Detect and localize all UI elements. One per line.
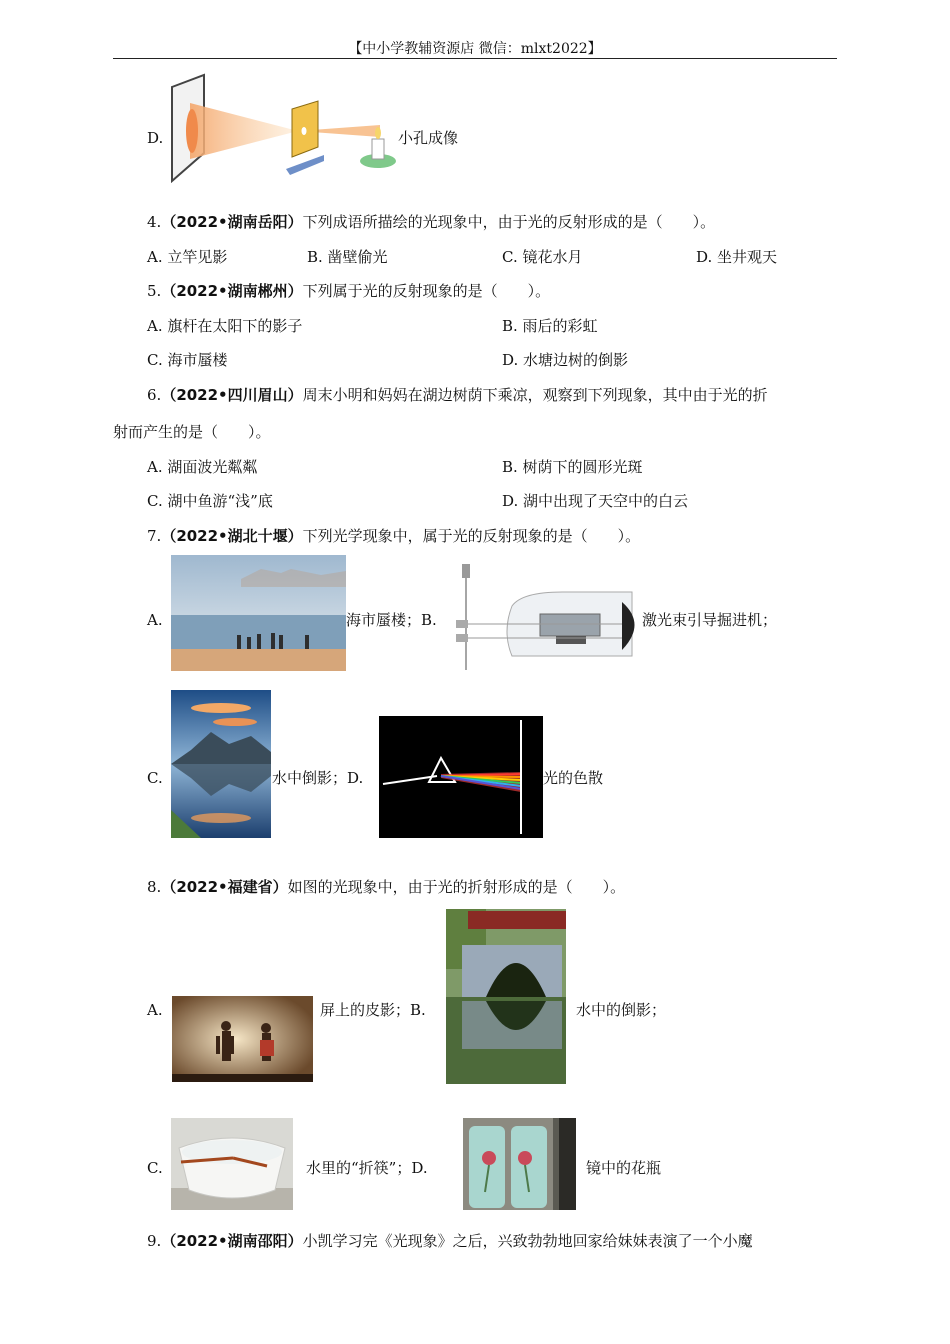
q5-option-c: C. 海市蜃楼 — [147, 351, 228, 369]
q8-option-a-label: A. — [147, 1001, 163, 1019]
q6-option-c: C. 湖中鱼游“浅”底 — [147, 492, 273, 510]
q8-option-c-caption: 水里的“折筷”；D. — [306, 1159, 428, 1177]
q7-option-d-caption: 光的色散 — [543, 769, 604, 787]
q6-option-a: A. 湖面波光粼粼 — [147, 458, 258, 476]
question-4 — [147, 212, 715, 232]
shadow-puppet-photo — [172, 996, 313, 1082]
q7-number: 7. — [147, 527, 162, 545]
q8-option-c-label: C. — [147, 1159, 163, 1177]
q8-number: 8. — [147, 878, 162, 896]
question-7 — [147, 526, 640, 546]
q6-stem: 周末小明和妈妈在湖边树荫下乘凉，观察到下列现象，其中由于光的折 — [302, 386, 768, 404]
q4-option-c: C. 镜花水月 — [502, 248, 583, 266]
q8-stem: 如图的光现象中，由于光的折射形成的是（ ）。 — [287, 878, 626, 896]
bridge-reflection-photo — [446, 909, 566, 1084]
lake-reflection-photo — [171, 690, 271, 838]
q5-option-a: A. 旗杆在太阳下的影子 — [147, 317, 303, 335]
mirror-vase-photo — [463, 1118, 576, 1210]
question-5 — [147, 281, 550, 301]
pinhole-imaging-figure — [168, 73, 400, 183]
header-rule — [113, 58, 837, 59]
q4-number: 4. — [147, 213, 162, 231]
q7-source: （2022•湖北十堰） — [161, 527, 303, 545]
q4-option-d: D. 坐井观天 — [696, 248, 778, 266]
q4-option-a: A. 立竿见影 — [147, 248, 228, 266]
q5-option-b: B. 雨后的彩虹 — [502, 317, 598, 335]
q5-stem: 下列属于光的反射现象的是（ ）。 — [302, 282, 551, 300]
q5-option-d: D. 水塘边树的倒影 — [502, 351, 629, 369]
q9-stem: 小凯学习完《光现象》之后，兴致勃勃地回家给妹妹表演了一个小魔 — [302, 1232, 753, 1250]
q8-option-a-caption: 屏上的皮影；B. — [320, 1001, 426, 1019]
q7-option-a-caption: 海市蜃楼；B. — [346, 611, 437, 629]
q7-option-c-caption: 水中倒影；D. — [272, 769, 364, 787]
q7-option-b-caption: 激光束引导掘进机； — [642, 611, 778, 629]
q6-source: （2022•四川眉山） — [161, 386, 303, 404]
bent-chopsticks-photo — [171, 1118, 293, 1210]
q6-option-b: B. 树荫下的圆形光斑 — [502, 458, 643, 476]
q5-source: （2022•湖南郴州） — [161, 282, 303, 300]
question-9 — [147, 1231, 753, 1251]
q3-option-d-caption: 小孔成像 — [398, 129, 459, 147]
q3-option-d-label: D. — [147, 129, 164, 147]
q9-number: 9. — [147, 1232, 162, 1250]
mirage-photo — [171, 555, 346, 671]
q4-source: （2022•湖南岳阳） — [161, 213, 303, 231]
question-6 — [147, 385, 768, 405]
q7-option-c-label: C. — [147, 769, 163, 787]
q6-number: 6. — [147, 386, 162, 404]
question-8 — [147, 877, 625, 897]
q7-option-a-label: A. — [147, 611, 163, 629]
laser-tunnel-boring-figure — [452, 562, 642, 672]
q7-stem: 下列光学现象中，属于光的反射现象的是（ ）。 — [302, 527, 641, 545]
q8-option-b-caption: 水中的倒影； — [576, 1001, 667, 1019]
page-header: 【中小学教辅资源店 微信：mlxt2022】 — [348, 41, 602, 57]
q8-option-d-caption: 镜中的花瓶 — [586, 1159, 662, 1177]
q5-number: 5. — [147, 282, 162, 300]
q9-source: （2022•湖南邵阳） — [161, 1232, 303, 1250]
prism-dispersion-figure — [379, 716, 543, 838]
q4-stem: 下列成语所描绘的光现象中，由于光的反射形成的是（ ）。 — [302, 213, 716, 231]
q6-stem-continued: 射而产生的是（ ）。 — [113, 423, 271, 441]
q4-option-b: B. 凿壁偷光 — [307, 248, 388, 266]
q6-option-d: D. 湖中出现了天空中的白云 — [502, 492, 689, 510]
q8-source: （2022•福建省） — [161, 878, 288, 896]
